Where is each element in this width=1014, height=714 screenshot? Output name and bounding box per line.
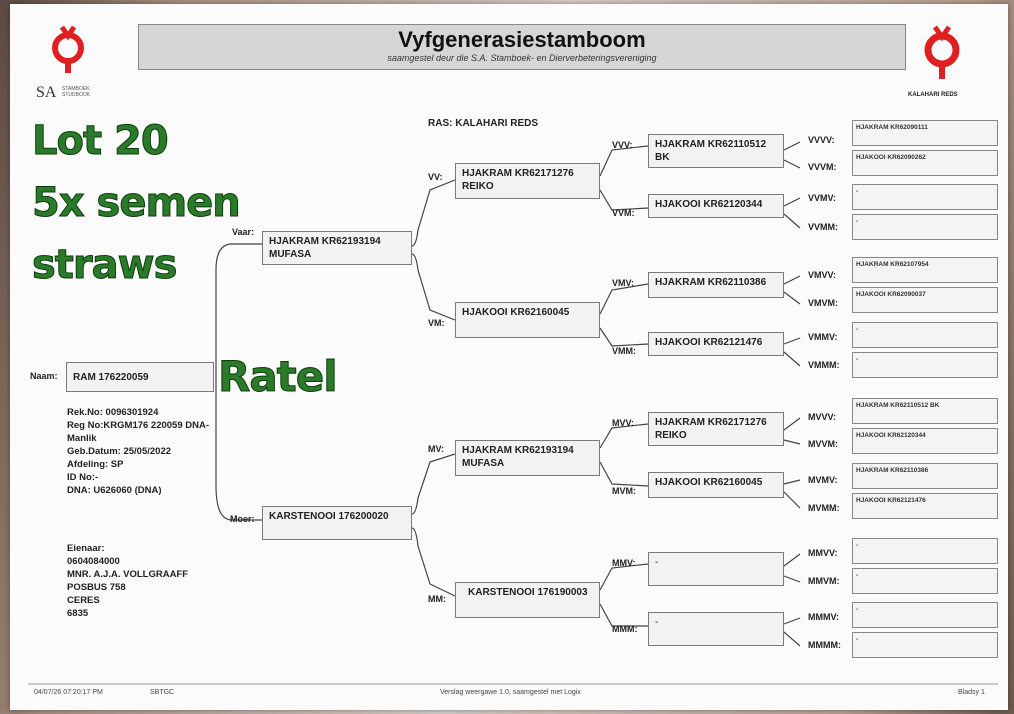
mvm-label: MVM: — [612, 486, 636, 496]
owner-number: 0604084000 — [67, 556, 120, 567]
mvvm-box: HJAKOOI KR62120344 — [852, 428, 998, 454]
mmvm-label: MMVM: — [808, 576, 840, 586]
breed-label: RAS: KALAHARI REDS — [428, 118, 538, 129]
page-subtitle: saamgestel deur die S.A. Stamboek- en Dierverbeteringsvereniging — [387, 53, 657, 63]
vmmm-box: - — [852, 352, 998, 378]
mm-box: KARSTENOOI 176190003 — [455, 582, 600, 618]
footer-version: Verslag weergawe 1.0, saamgestel met Logix — [440, 689, 581, 696]
owner-label: Eienaar: — [67, 543, 105, 554]
vvvm-label: VVVM: — [808, 162, 837, 172]
vvmv-box: - — [852, 184, 998, 210]
page-title: Vyfgenerasiestamboom — [398, 27, 646, 52]
vvm-box: HJAKOOI KR62120344 — [648, 194, 784, 218]
animal-name-box: RAM 176220059 — [66, 362, 214, 392]
mvvv-box: HJAKRAM KR62110512 BK — [852, 398, 998, 424]
mvmv-label: MVMV: — [808, 475, 838, 485]
mmm-box: - — [648, 612, 784, 646]
vm-box: HJAKOOI KR62160045 — [455, 302, 600, 338]
mmvv-box: - — [852, 538, 998, 564]
dam-box: KARSTENOOI 176200020 — [262, 506, 412, 540]
mv-label: MV: — [428, 444, 445, 454]
vvmm-label: VVMM: — [808, 222, 838, 232]
rek-no: Rek.No: 0096301924 — [67, 407, 159, 418]
mvm-box: HJAKOOI KR62160045 — [648, 472, 784, 498]
sire-label: Vaar: — [232, 227, 255, 237]
mmmv-box: - — [852, 602, 998, 628]
animal-nickname: Ratel — [218, 352, 337, 401]
vv-box: HJAKRAM KR62171276 REIKO — [455, 163, 600, 199]
mvmm-box: HJAKOOI KR62121476 — [852, 493, 998, 519]
lot-number: Lot 20 — [32, 118, 168, 164]
owner-town: CERES — [67, 595, 100, 606]
vv-label: VV: — [428, 172, 443, 182]
sa-logo-text: SA — [36, 84, 57, 101]
vvmm-box: - — [852, 214, 998, 240]
mmmm-label: MMMM: — [808, 640, 841, 650]
mmv-label: MMV: — [612, 558, 636, 568]
vvm-label: VVM: — [612, 208, 635, 218]
vmmv-label: VMMV: — [808, 332, 838, 342]
kalahari-logo-text: KALAHARI REDS — [908, 92, 958, 98]
mvv-box: HJAKRAM KR62171276 REIKO — [648, 412, 784, 446]
id-no: ID No:- — [67, 472, 99, 483]
footer-datetime: 04/07/26 07:20:17 PM — [34, 689, 103, 696]
mmm-label: MMM: — [612, 624, 638, 634]
sire-box: HJAKRAM KR62193194 MUFASA — [262, 231, 412, 265]
mvmm-label: MVMM: — [808, 503, 840, 513]
vvvv-box: HJAKRAM KR62090111 — [852, 120, 998, 146]
sex: Manlik — [67, 433, 97, 444]
owner-details — [67, 542, 188, 620]
mvvm-label: MVVM: — [808, 439, 838, 449]
mvv-label: MVV: — [612, 418, 635, 428]
mvmv-box: HJAKRAM KR62110386 — [852, 463, 998, 489]
mvvv-label: MVVV: — [808, 412, 837, 422]
mmvv-label: MMVV: — [808, 548, 838, 558]
animal-name-label: Naam: — [30, 371, 58, 381]
vvv-label: VVV: — [612, 140, 633, 150]
vmmv-box: - — [852, 322, 998, 348]
vmvm-box: HJAKOOI KR62090037 — [852, 287, 998, 313]
straws-text: straws — [32, 242, 177, 288]
vmmm-label: VMMM: — [808, 360, 840, 370]
footer-code: SBTGC — [150, 689, 175, 696]
footer-page: Bladsy 1 — [958, 689, 985, 696]
vmm-label: VMM: — [612, 346, 636, 356]
vvvm-box: HJAKOOI KR62090262 — [852, 150, 998, 176]
owner-code: 6835 — [67, 608, 89, 619]
mmmv-label: MMMV: — [808, 612, 839, 622]
vmvv-label: VMVV: — [808, 270, 837, 280]
mmv-box: - — [648, 552, 784, 586]
sa-logo-small-text: STAMBOEK STUDBOOK — [62, 86, 91, 98]
mmmm-box: - — [852, 632, 998, 658]
animal-details — [67, 406, 209, 497]
mv-box: HJAKRAM KR62193194 MUFASA — [455, 440, 600, 476]
vvmv-label: VVMV: — [808, 193, 837, 203]
mmvm-box: - — [852, 568, 998, 594]
mm-label: MM: — [428, 594, 446, 604]
division: Afdeling: SP — [67, 459, 124, 470]
dna: DNA: U626060 (DNA) — [67, 485, 162, 496]
vvv-box: HJAKRAM KR62110512 BK — [648, 134, 784, 168]
birth-date: Geb.Datum: 25/05/2022 — [67, 446, 172, 457]
dam-label: Moer: — [230, 514, 255, 524]
semen-count: 5x semen — [32, 180, 240, 226]
vvvv-label: VVVV: — [808, 135, 835, 145]
vmm-box: HJAKOOI KR62121476 — [648, 332, 784, 356]
reg-no: Reg No:KRGM176 220059 DNA- — [67, 420, 210, 431]
vmv-label: VMV: — [612, 278, 635, 288]
owner-name: MNR. A.J.A. VOLLGRAAFF — [67, 569, 189, 580]
vmvv-box: HJAKRAM KR62107954 — [852, 257, 998, 283]
vm-label: VM: — [428, 318, 445, 328]
vmvm-label: VMVM: — [808, 298, 838, 308]
vmv-box: HJAKRAM KR62110386 — [648, 272, 784, 298]
owner-postbox: POSBUS 758 — [67, 582, 126, 593]
